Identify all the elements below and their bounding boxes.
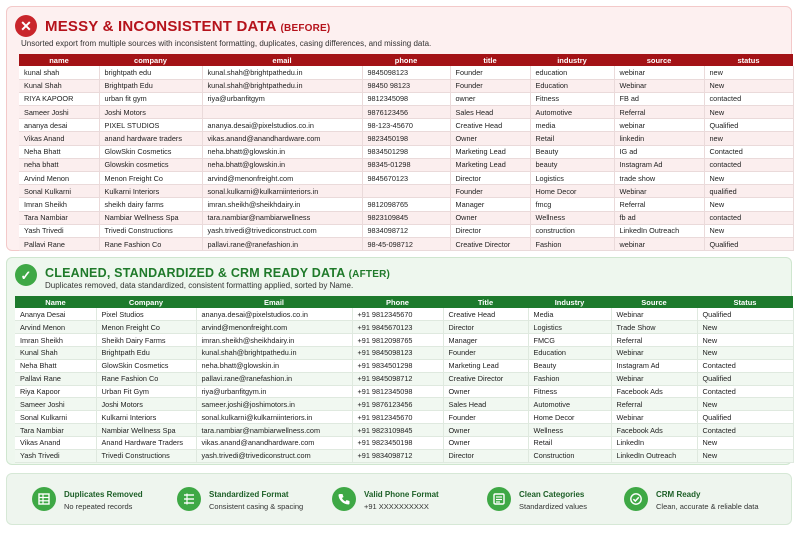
table-cell-title: Owner: [443, 424, 528, 437]
feature-desc: Clean, accurate & reliable data: [656, 502, 759, 511]
table-cell-phone: 9845670123: [362, 172, 450, 185]
column-header-industry: Industry: [528, 296, 611, 308]
table-cell-source: LinkedIn: [611, 436, 697, 449]
table-row: [15, 385, 793, 398]
table-cell-source: Referral: [611, 334, 697, 347]
table-cell-name: Vikas Anand: [19, 132, 99, 145]
table-cell-name: Yash Trivedi: [19, 224, 99, 237]
table-cell-phone: 9834098712: [362, 224, 450, 237]
table-cell-source: Referral: [611, 398, 697, 411]
table-cell-phone: +91 9823450198: [352, 436, 443, 449]
table-cell-name: neha bhatt: [19, 158, 99, 171]
table-cell-email: ananya.desai@pixelstudios.co.in: [202, 119, 362, 132]
table-row: [15, 308, 793, 321]
table-cell-email: vikas.anand@anandhardware.com: [196, 436, 352, 449]
table-cell-source: Instagram Ad: [611, 359, 697, 372]
table-cell-status: New: [704, 198, 793, 211]
table-cell-email: tara.nambiar@nambiarwellness: [202, 211, 362, 224]
table-cell-email: neha.bhatt@glowskin.in: [202, 158, 362, 171]
table-cell-title: Manager: [443, 334, 528, 347]
column-header-status: Status: [697, 296, 793, 308]
table-cell-company: Brightpath Edu: [96, 347, 196, 360]
table-cell-company: GlowSkin Cosmetics: [99, 145, 202, 158]
table-cell-company: Brightpath Edu: [99, 79, 202, 92]
table-cell-phone: 98-123-45670: [362, 119, 450, 132]
table-cell-phone: 9823450198: [362, 132, 450, 145]
column-header-status: status: [704, 54, 793, 66]
table-cell-source: LinkedIn Outreach: [614, 224, 704, 237]
table-cell-title: Manager: [450, 198, 530, 211]
table-cell-name: Tara Nambiar: [15, 424, 96, 437]
after-table-header-row: [15, 296, 793, 308]
table-cell-industry: Fashion: [530, 237, 614, 250]
table-cell-status: contacted: [704, 211, 793, 224]
table-row: [15, 347, 793, 360]
table-cell-email: pallavi.rane@ranefashion.in: [196, 372, 352, 385]
table-cell-source: Facebook Ads: [611, 424, 697, 437]
table-row: [15, 411, 793, 424]
table-cell-company: Kulkarni Interiors: [99, 185, 202, 198]
table-cell-phone: +91 9845670123: [352, 321, 443, 334]
before-subtitle: Unsorted export from multiple sources with inconsistent formatting, duplicates, casing differences, and missing data.: [21, 39, 432, 48]
table-cell-title: Director: [443, 449, 528, 462]
column-header-email: email: [202, 54, 362, 66]
table-cell-email: kunal.shah@brightpathedu.in: [196, 347, 352, 360]
format-list-icon: [177, 487, 201, 511]
after-title-tag: (AFTER): [348, 269, 391, 280]
table-cell-company: Nambiar Wellness Spa: [96, 424, 196, 437]
table-cell-source: webinar: [614, 119, 704, 132]
table-cell-title: Creative Head: [450, 119, 530, 132]
column-header-name: name: [19, 54, 99, 66]
table-cell-email: arvind@menonfreight.com: [196, 321, 352, 334]
feature-title: Duplicates Removed: [64, 490, 143, 499]
table-row: [19, 198, 793, 211]
table-cell-title: Marketing Lead: [450, 145, 530, 158]
table-cell-title: Director: [443, 321, 528, 334]
table-cell-name: kunal shah: [19, 66, 99, 79]
table-cell-title: Sales Head: [443, 398, 528, 411]
table-cell-status: Contacted: [697, 359, 793, 372]
table-cell-industry: Retail: [530, 132, 614, 145]
table-cell-name: Sameer Joshi: [19, 106, 99, 119]
table-cell-company: Menon Freight Co: [99, 172, 202, 185]
table-cell-source: Webinar: [611, 308, 697, 321]
table-cell-status: New: [704, 172, 793, 185]
table-cell-company: Sheikh Dairy Farms: [96, 334, 196, 347]
table-cell-status: Qualified: [697, 308, 793, 321]
table-cell-industry: media: [530, 119, 614, 132]
table-cell-status: new: [704, 66, 793, 79]
table-cell-industry: Fitness: [528, 385, 611, 398]
table-cell-name: Sonal Kulkarni: [15, 411, 96, 424]
table-cell-name: Tara Nambiar: [19, 211, 99, 224]
table-cell-phone: +91 9812345670: [352, 411, 443, 424]
table-cell-source: Facebook Ads: [611, 385, 697, 398]
feature-desc: No repeated records: [64, 502, 133, 511]
table-cell-title: Marketing Lead: [443, 359, 528, 372]
table-cell-email: imran.sheikh@sheikhdairy.in: [202, 198, 362, 211]
table-cell-industry: Logistics: [528, 321, 611, 334]
table-cell-name: Kunal Shah: [19, 79, 99, 92]
table-row: [15, 436, 793, 449]
table-cell-name: ananya desai: [19, 119, 99, 132]
table-cell-industry: FMCG: [528, 334, 611, 347]
table-cell-phone: +91 9812345098: [352, 385, 443, 398]
feature-desc: +91 XXXXXXXXXX: [364, 502, 429, 511]
table-cell-status: Contacted: [697, 385, 793, 398]
table-cell-source: trade show: [614, 172, 704, 185]
table-cell-phone: +91 9823109845: [352, 424, 443, 437]
table-cell-name: Neha Bhatt: [19, 145, 99, 158]
table-row: [15, 359, 793, 372]
x-circle-icon: ✕: [15, 15, 37, 37]
table-cell-company: Pixel Studios: [96, 308, 196, 321]
table-cell-name: RIYA KAPOOR: [19, 92, 99, 105]
table-row: [19, 158, 793, 171]
table-cell-email: riya@urbanfitgym.in: [196, 385, 352, 398]
table-cell-title: Founder: [450, 185, 530, 198]
feature-title: CRM Ready: [656, 490, 701, 499]
table-cell-title: Sales Head: [450, 106, 530, 119]
table-row: [15, 449, 793, 462]
table-cell-industry: Wellness: [530, 211, 614, 224]
table-cell-phone: +91 9845098123: [352, 347, 443, 360]
table-row: [19, 106, 793, 119]
table-cell-email: neha.bhatt@glowskin.in: [196, 359, 352, 372]
table-cell-company: Urban Fit Gym: [96, 385, 196, 398]
table-cell-phone: 9834501298: [362, 145, 450, 158]
table-cell-phone: +91 9812098765: [352, 334, 443, 347]
table-cell-name: Kunal Shah: [15, 347, 96, 360]
table-row: [19, 119, 793, 132]
table-cell-company: urban fit gym: [99, 92, 202, 105]
table-cell-source: Webinar: [611, 411, 697, 424]
table-cell-industry: Education: [528, 347, 611, 360]
column-header-phone: Phone: [352, 296, 443, 308]
table-cell-company: Anand Hardware Traders: [96, 436, 196, 449]
table-row: [19, 132, 793, 145]
table-cell-title: Marketing Lead: [450, 158, 530, 171]
table-cell-source: Webinar: [614, 185, 704, 198]
before-table: [19, 54, 794, 251]
table-cell-title: Creative Director: [450, 237, 530, 250]
table-cell-status: New: [697, 398, 793, 411]
table-cell-name: Imran Sheikh: [19, 198, 99, 211]
table-cell-source: Trade Show: [611, 321, 697, 334]
column-header-title: title: [450, 54, 530, 66]
table-cell-email: kunal.shah@brightpathedu.in: [202, 66, 362, 79]
table-cell-industry: Automotive: [530, 106, 614, 119]
table-cell-phone: 9845098123: [362, 66, 450, 79]
table-cell-company: GlowSkin Cosmetics: [96, 359, 196, 372]
table-cell-industry: construction: [530, 224, 614, 237]
table-cell-phone: 9876123456: [362, 106, 450, 119]
table-cell-email: [202, 106, 362, 119]
table-cell-email: arvind@menonfreight.com: [202, 172, 362, 185]
table-cell-status: New: [704, 79, 793, 92]
table-cell-title: Creative Director: [443, 372, 528, 385]
feature-title: Clean Categories: [519, 490, 585, 499]
table-cell-company: Kulkarni Interiors: [96, 411, 196, 424]
table-cell-company: Trivedi Constructions: [96, 449, 196, 462]
feature-title: Standardized Format: [209, 490, 289, 499]
table-cell-email: vikas.anand@anandhardware.com: [202, 132, 362, 145]
feature-title: Valid Phone Format: [364, 490, 439, 499]
column-header-source: source: [614, 54, 704, 66]
table-cell-company: Glowskin cosmetics: [99, 158, 202, 171]
phone-icon: [332, 487, 356, 511]
table-cell-phone: 9812098765: [362, 198, 450, 211]
table-cell-industry: Fashion: [528, 372, 611, 385]
table-cell-title: Creative Head: [443, 308, 528, 321]
table-row: [19, 145, 793, 158]
column-header-company: Company: [96, 296, 196, 308]
table-cell-phone: +91 9834098712: [352, 449, 443, 462]
table-cell-email: neha.bhatt@glowskin.in: [202, 145, 362, 158]
table-cell-status: Qualified: [697, 372, 793, 385]
table-cell-title: Owner: [450, 132, 530, 145]
after-subtitle: Duplicates removed, data standardized, consistent formatting applied, sorted by Name.: [45, 281, 354, 290]
table-cell-phone: [362, 185, 450, 198]
table-row: [15, 424, 793, 437]
before-table-header-row: [19, 54, 793, 66]
table-cell-status: Qualified: [704, 119, 793, 132]
table-cell-name: Sonal Kulkarni: [19, 185, 99, 198]
table-cell-title: owner: [450, 92, 530, 105]
table-cell-status: New: [697, 347, 793, 360]
table-cell-email: kunal.shah@brightpathedu.in: [202, 79, 362, 92]
table-cell-status: New: [697, 436, 793, 449]
table-cell-name: Vikas Anand: [15, 436, 96, 449]
after-title-text: CLEANED, STANDARDIZED & CRM READY DATA: [45, 266, 345, 280]
table-cell-source: Referral: [614, 106, 704, 119]
table-cell-email: sonal.kulkarni@kulkarniinteriors.in: [202, 185, 362, 198]
table-cell-name: Neha Bhatt: [15, 359, 96, 372]
table-cell-phone: +91 9845098712: [352, 372, 443, 385]
table-cell-title: Director: [450, 224, 530, 237]
table-cell-title: Owner: [450, 211, 530, 224]
table-cell-email: tara.nambiar@nambiarwellness.com: [196, 424, 352, 437]
table-cell-company: Joshi Motors: [96, 398, 196, 411]
table-cell-phone: 98-45-098712: [362, 237, 450, 250]
table-row: [15, 398, 793, 411]
table-cell-industry: beauty: [530, 158, 614, 171]
features-bar: [6, 473, 792, 525]
after-panel: [6, 257, 792, 465]
table-cell-name: Ananya Desai: [15, 308, 96, 321]
table-cell-source: fb ad: [614, 211, 704, 224]
feature-desc: Consistent casing & spacing: [209, 502, 304, 511]
table-cell-name: Sameer Joshi: [15, 398, 96, 411]
table-cell-status: qualified: [704, 185, 793, 198]
column-header-email: Email: [196, 296, 352, 308]
table-cell-company: brightpath edu: [99, 66, 202, 79]
table-cell-phone: 9823109845: [362, 211, 450, 224]
table-cell-name: Arvind Menon: [19, 172, 99, 185]
after-table: [15, 296, 794, 463]
table-cell-source: webinar: [614, 66, 704, 79]
table-cell-source: Webinar: [614, 79, 704, 92]
table-cell-email: pallavi.rane@ranefashion.in: [202, 237, 362, 250]
table-cell-title: Owner: [443, 385, 528, 398]
table-cell-industry: Beauty: [530, 145, 614, 158]
table-row: [19, 92, 793, 105]
table-cell-source: webinar: [614, 237, 704, 250]
table-cell-title: Owner: [443, 436, 528, 449]
table-cell-status: Contacted: [704, 145, 793, 158]
table-cell-email: yash.trivedi@trivediconstruct.com: [196, 449, 352, 462]
table-cell-industry: Media: [528, 308, 611, 321]
table-cell-industry: Automotive: [528, 398, 611, 411]
table-cell-status: New: [704, 224, 793, 237]
table-cell-status: contacted: [704, 92, 793, 105]
table-cell-source: FB ad: [614, 92, 704, 105]
table-cell-status: Qualified: [704, 237, 793, 250]
table-cell-company: Menon Freight Co: [96, 321, 196, 334]
check-badge-icon: [624, 487, 648, 511]
before-title: [45, 18, 330, 35]
table-row: [15, 372, 793, 385]
table-cell-phone: 9812345098: [362, 92, 450, 105]
table-cell-phone: +91 9834501298: [352, 359, 443, 372]
table-cell-industry: Logistics: [530, 172, 614, 185]
table-row: [19, 172, 793, 185]
table-cell-name: Pallavi Rane: [15, 372, 96, 385]
table-cell-email: riya@urbanfitgym: [202, 92, 362, 105]
table-cell-company: PIXEL STUDIOS: [99, 119, 202, 132]
table-cell-title: Founder: [450, 79, 530, 92]
table-cell-email: ananya.desai@pixelstudios.co.in: [196, 308, 352, 321]
column-header-name: Name: [15, 296, 96, 308]
table-cell-source: IG ad: [614, 145, 704, 158]
table-cell-industry: Fitness: [530, 92, 614, 105]
table-cell-name: Arvind Menon: [15, 321, 96, 334]
table-cell-status: New: [697, 334, 793, 347]
table-row: [19, 211, 793, 224]
table-cell-source: Webinar: [611, 347, 697, 360]
table-cell-source: linkedin: [614, 132, 704, 145]
before-title-tag: (BEFORE): [280, 23, 331, 34]
table-cell-email: sameer.joshi@joshimotors.in: [196, 398, 352, 411]
table-row: [15, 334, 793, 347]
table-cell-company: Joshi Motors: [99, 106, 202, 119]
table-cell-company: sheikh dairy farms: [99, 198, 202, 211]
table-cell-status: contacted: [704, 158, 793, 171]
table-cell-industry: Home Decor: [528, 411, 611, 424]
table-cell-status: Qualified: [697, 411, 793, 424]
table-cell-name: Imran Sheikh: [15, 334, 96, 347]
table-row: [19, 79, 793, 92]
table-row: [19, 237, 793, 250]
table-cell-email: imran.sheikh@sheikhdairy.in: [196, 334, 352, 347]
table-cell-name: Pallavi Rane: [19, 237, 99, 250]
check-circle-icon: ✓: [15, 264, 37, 286]
table-cell-title: Founder: [443, 411, 528, 424]
table-cell-industry: Home Decor: [530, 185, 614, 198]
spreadsheet-icon: [32, 487, 56, 511]
table-cell-industry: Education: [530, 79, 614, 92]
table-cell-industry: Construction: [528, 449, 611, 462]
table-cell-email: yash.trivedi@trivediconstruct.com: [202, 224, 362, 237]
table-cell-phone: +91 9812345670: [352, 308, 443, 321]
table-cell-title: Founder: [450, 66, 530, 79]
table-cell-status: new: [704, 132, 793, 145]
table-cell-title: Director: [450, 172, 530, 185]
table-cell-title: Founder: [443, 347, 528, 360]
table-cell-industry: Wellness: [528, 424, 611, 437]
table-cell-email: sonal.kulkarni@kulkarniinteriors.in: [196, 411, 352, 424]
table-cell-industry: fmcg: [530, 198, 614, 211]
table-cell-phone: +91 9876123456: [352, 398, 443, 411]
table-row: [19, 66, 793, 79]
table-cell-industry: education: [530, 66, 614, 79]
table-cell-company: Nambiar Wellness Spa: [99, 211, 202, 224]
table-cell-status: New: [704, 106, 793, 119]
table-row: [15, 321, 793, 334]
table-cell-company: Trivedi Constructions: [99, 224, 202, 237]
table-row: [19, 224, 793, 237]
after-title: [45, 266, 390, 280]
before-title-text: MESSY & INCONSISTENT DATA: [45, 18, 277, 35]
table-cell-status: New: [697, 321, 793, 334]
categories-icon: [487, 487, 511, 511]
table-cell-source: Webinar: [611, 372, 697, 385]
table-cell-source: Referral: [614, 198, 704, 211]
table-cell-company: Rane Fashion Co: [99, 237, 202, 250]
table-cell-name: Yash Trivedi: [15, 449, 96, 462]
table-row: [19, 185, 793, 198]
column-header-phone: phone: [362, 54, 450, 66]
table-cell-industry: Retail: [528, 436, 611, 449]
table-cell-name: Riya Kapoor: [15, 385, 96, 398]
table-cell-status: New: [697, 449, 793, 462]
feature-desc: Standardized values: [519, 502, 587, 511]
table-cell-status: Contacted: [697, 424, 793, 437]
table-cell-industry: Beauty: [528, 359, 611, 372]
column-header-industry: industry: [530, 54, 614, 66]
table-cell-phone: 98345-01298: [362, 158, 450, 171]
table-cell-source: LinkedIn Outreach: [611, 449, 697, 462]
table-cell-phone: 98450 98123: [362, 79, 450, 92]
column-header-company: company: [99, 54, 202, 66]
column-header-source: Source: [611, 296, 697, 308]
before-panel: [6, 6, 792, 251]
column-header-title: Title: [443, 296, 528, 308]
table-cell-company: anand hardware traders: [99, 132, 202, 145]
table-cell-source: Instagram Ad: [614, 158, 704, 171]
table-cell-company: Rane Fashion Co: [96, 372, 196, 385]
